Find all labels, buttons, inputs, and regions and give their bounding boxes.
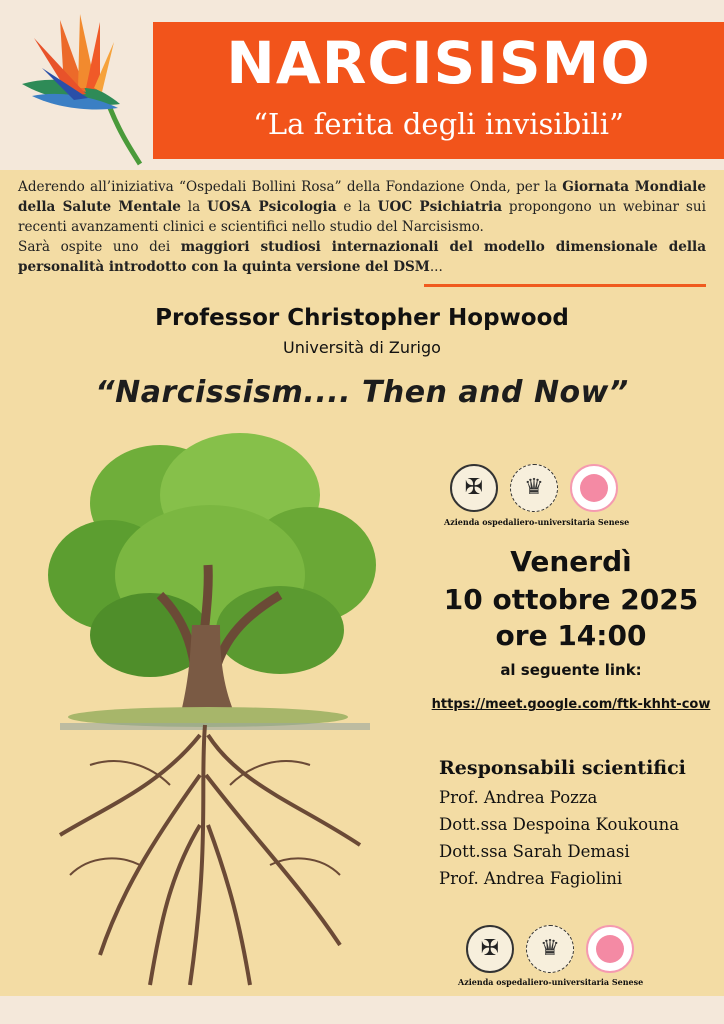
page-title: NARCISISMO: [226, 29, 651, 97]
hospital-crest-icon: [466, 925, 514, 973]
responsabili-list: [439, 784, 724, 892]
responsabile-name: Dott.ssa Despoina Koukouna: [439, 815, 680, 834]
bird-of-paradise-flower-icon: [2, 8, 152, 166]
logo-caption-top: Azienda ospedaliero-universitaria Senese: [444, 517, 630, 527]
event-date: 10 ottobre 2025: [443, 583, 699, 616]
talk-title: “Narcissism.... Then and Now”: [95, 375, 629, 410]
speaker-name: Professor Christopher Hopwood: [155, 305, 569, 331]
responsabili-title: Responsabili scientifici: [439, 757, 686, 779]
university-seal-icon: [526, 925, 574, 973]
tree-illustration: [40, 425, 390, 995]
bollino-rosa-icon: [586, 925, 634, 973]
responsabile-name: Dott.ssa Sarah Demasi: [439, 842, 630, 861]
event-day: Venerdì: [510, 545, 632, 578]
responsabile-name: Prof. Andrea Pozza: [439, 788, 598, 807]
speaker-affiliation: Università di Zurigo: [283, 338, 441, 357]
event-time: ore 14:00: [495, 619, 647, 652]
page-subtitle: “La ferita degli invisibili”: [253, 107, 624, 141]
university-seal-icon: [510, 464, 558, 512]
intro-paragraph-2: Sarà ospite uno dei maggiori studiosi internazionali del modello dimensionale della personalità introdotto con la quinta versione del DSM...: [18, 239, 707, 275]
accent-divider: [424, 284, 706, 287]
logo-caption-bottom: Azienda ospedaliero-universitaria Senese: [458, 977, 644, 987]
hospital-crest-icon: [450, 464, 498, 512]
footer-strip: [0, 996, 724, 1024]
responsabile-name: Prof. Andrea Fagiolini: [439, 869, 623, 888]
logos-row-bottom: [466, 925, 634, 973]
link-label: al seguente link:: [500, 661, 642, 679]
bollino-rosa-icon: [570, 464, 618, 512]
meeting-link[interactable]: https://meet.google.com/ftk-khht-cow: [431, 697, 711, 712]
logos-row-top: [450, 464, 618, 512]
intro-text: [18, 177, 706, 277]
intro-paragraph-1: Aderendo all’iniziativa “Ospedali Bollini Rosa” della Fondazione Onda, per la Giornata Mondiale della Salute Mentale la UOSA Psicologia e la UOC Psichiatria propongono un webinar sui recenti avanzamenti clinici e scientifici nello studio del Narcisismo.: [18, 179, 706, 235]
